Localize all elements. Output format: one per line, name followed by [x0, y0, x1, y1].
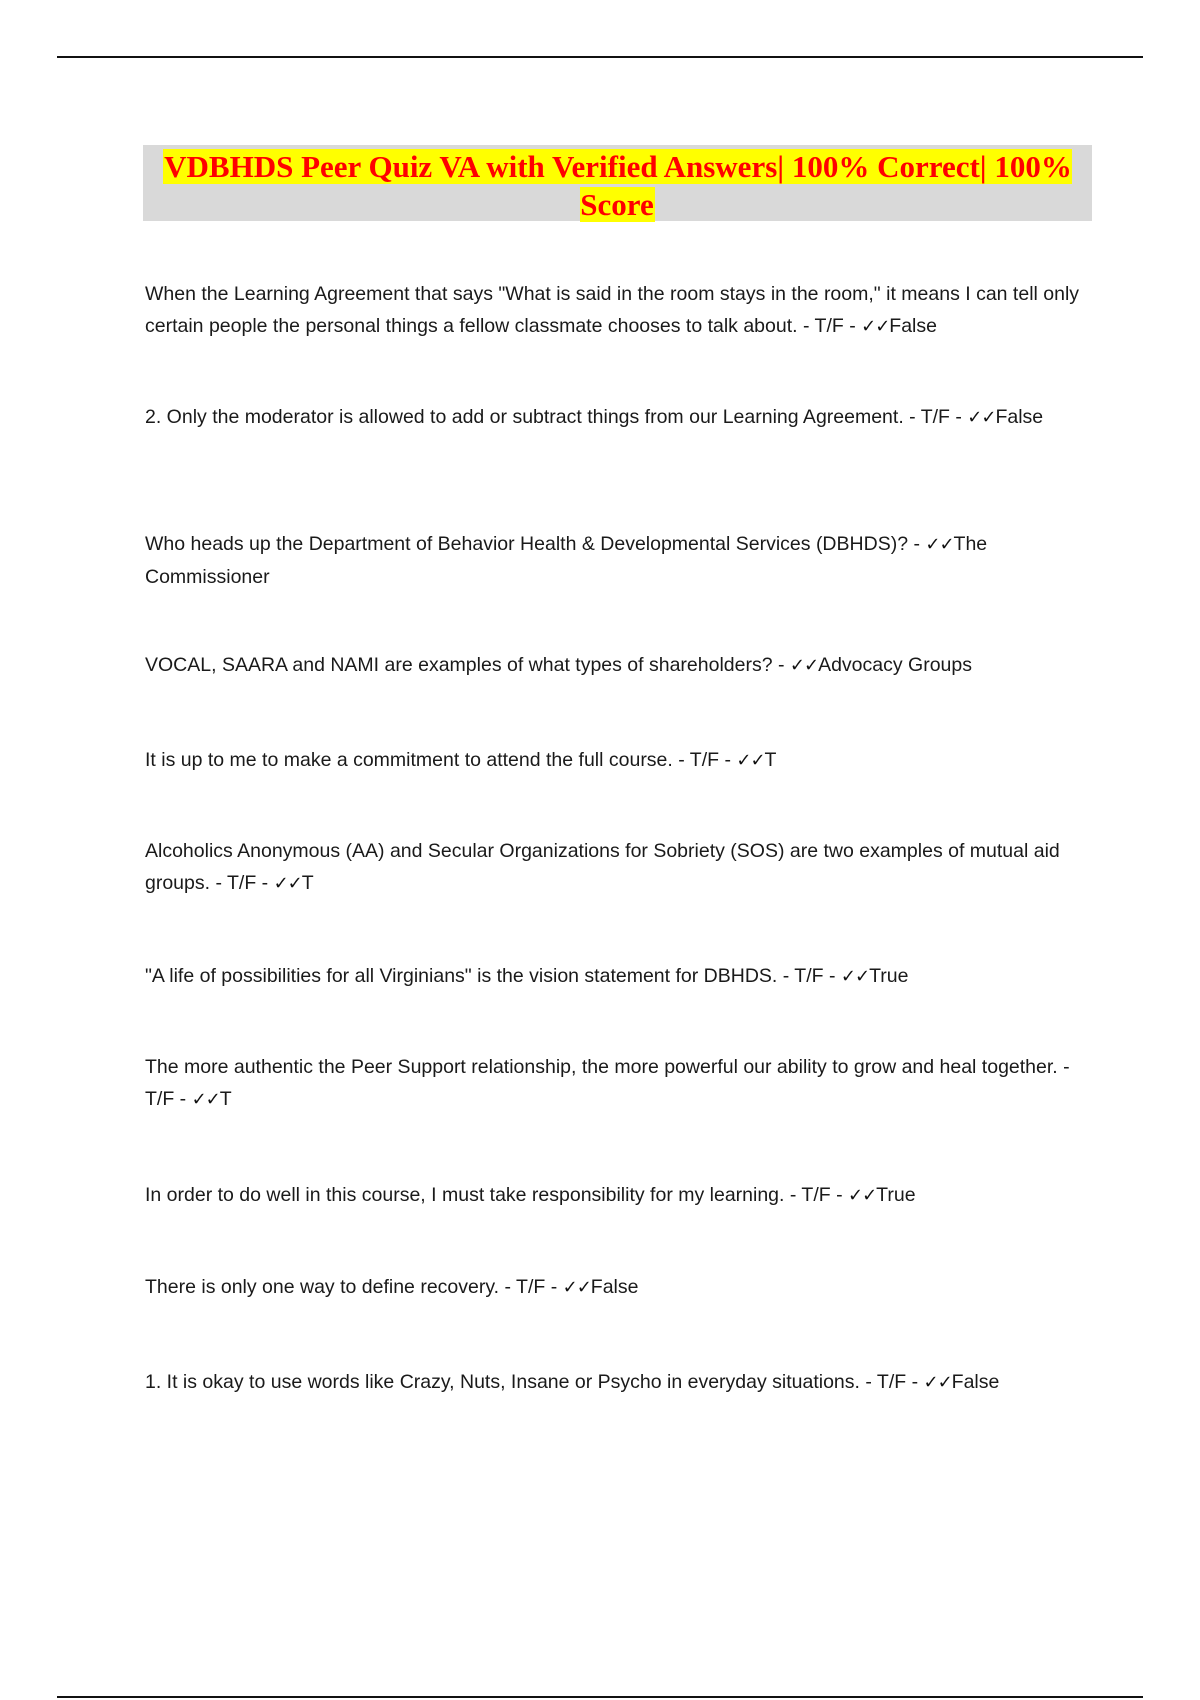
- double-check-icon: ✓✓: [840, 966, 870, 987]
- double-check-icon: ✓✓: [273, 873, 302, 894]
- bottom-rule: [57, 1696, 1143, 1698]
- answer-text: T: [219, 1088, 232, 1110]
- question-text: It is up to me to make a commitment to attend the full course. - T/F -: [145, 749, 731, 771]
- question-text: 2. Only the moderator is allowed to add or subtract things from our Learning Agreement. - T/F -: [145, 406, 962, 428]
- answer-text: T: [764, 749, 777, 771]
- qa-item: [145, 1179, 1095, 1212]
- qa-item: [145, 401, 1095, 434]
- qa-item: [145, 278, 1095, 343]
- double-check-icon: ✓✓: [736, 750, 765, 771]
- document-title: VDBHDS Peer Quiz VA with Verified Answers| 100% Correct| 100% Score: [164, 149, 1072, 222]
- answer-text: True: [869, 965, 909, 987]
- question-text: VOCAL, SAARA and NAMI are examples of what types of shareholders? -: [145, 654, 785, 676]
- answer-text: False: [995, 406, 1044, 428]
- answer-text: False: [889, 315, 937, 337]
- double-check-icon: ✓✓: [861, 316, 890, 337]
- question-text: When the Learning Agreement that says "What is said in the room stays in the room," it means I can tell only certain people the personal things a fellow classmate chooses to talk about. - T/F -: [145, 283, 1080, 337]
- question-text: Alcoholics Anonymous (AA) and Secular Organizations for Sobriety (SOS) are two examples of mutual aid groups. - T/F -: [145, 840, 1060, 894]
- top-rule: [57, 56, 1143, 58]
- question-text: In order to do well in this course, I must take responsibility for my learning. - T/F -: [145, 1184, 843, 1206]
- answer-text: Advocacy Groups: [818, 654, 972, 676]
- qa-item: [145, 744, 1095, 777]
- double-check-icon: ✓✓: [967, 407, 996, 428]
- answer-text: False: [951, 1371, 1000, 1393]
- qa-item: [145, 649, 1095, 682]
- answer-text: The Commissioner: [145, 533, 988, 588]
- qa-item: [145, 528, 1095, 593]
- qa-item: [145, 835, 1095, 900]
- question-text: There is only one way to define recovery. - T/F -: [145, 1276, 558, 1298]
- answer-text: True: [876, 1184, 916, 1206]
- answer-text: T: [301, 872, 314, 894]
- double-check-icon: ✓✓: [923, 1372, 952, 1393]
- qa-item: [145, 1271, 1095, 1304]
- question-text: The more authentic the Peer Support relationship, the more powerful our ability to grow and heal together. - T/F -: [145, 1056, 1070, 1110]
- qa-item: [145, 960, 1095, 993]
- question-text: "A life of possibilities for all Virginians" is the vision statement for DBHDS. - T/F -: [145, 965, 836, 987]
- question-text: Who heads up the Department of Behavior Health & Developmental Services (DBHDS)? -: [145, 533, 920, 555]
- double-check-icon: ✓✓: [848, 1185, 877, 1206]
- double-check-icon: ✓✓: [191, 1089, 220, 1110]
- double-check-icon: ✓✓: [789, 655, 819, 676]
- qa-item: [145, 1051, 1095, 1116]
- title-banner: [143, 145, 1092, 221]
- double-check-icon: ✓✓: [562, 1277, 591, 1298]
- double-check-icon: ✓✓: [925, 534, 954, 555]
- answer-text: False: [590, 1276, 639, 1298]
- question-text: 1. It is okay to use words like Crazy, Nuts, Insane or Psycho in everyday situations. - T/F -: [145, 1371, 919, 1393]
- qa-item: [145, 1366, 1095, 1399]
